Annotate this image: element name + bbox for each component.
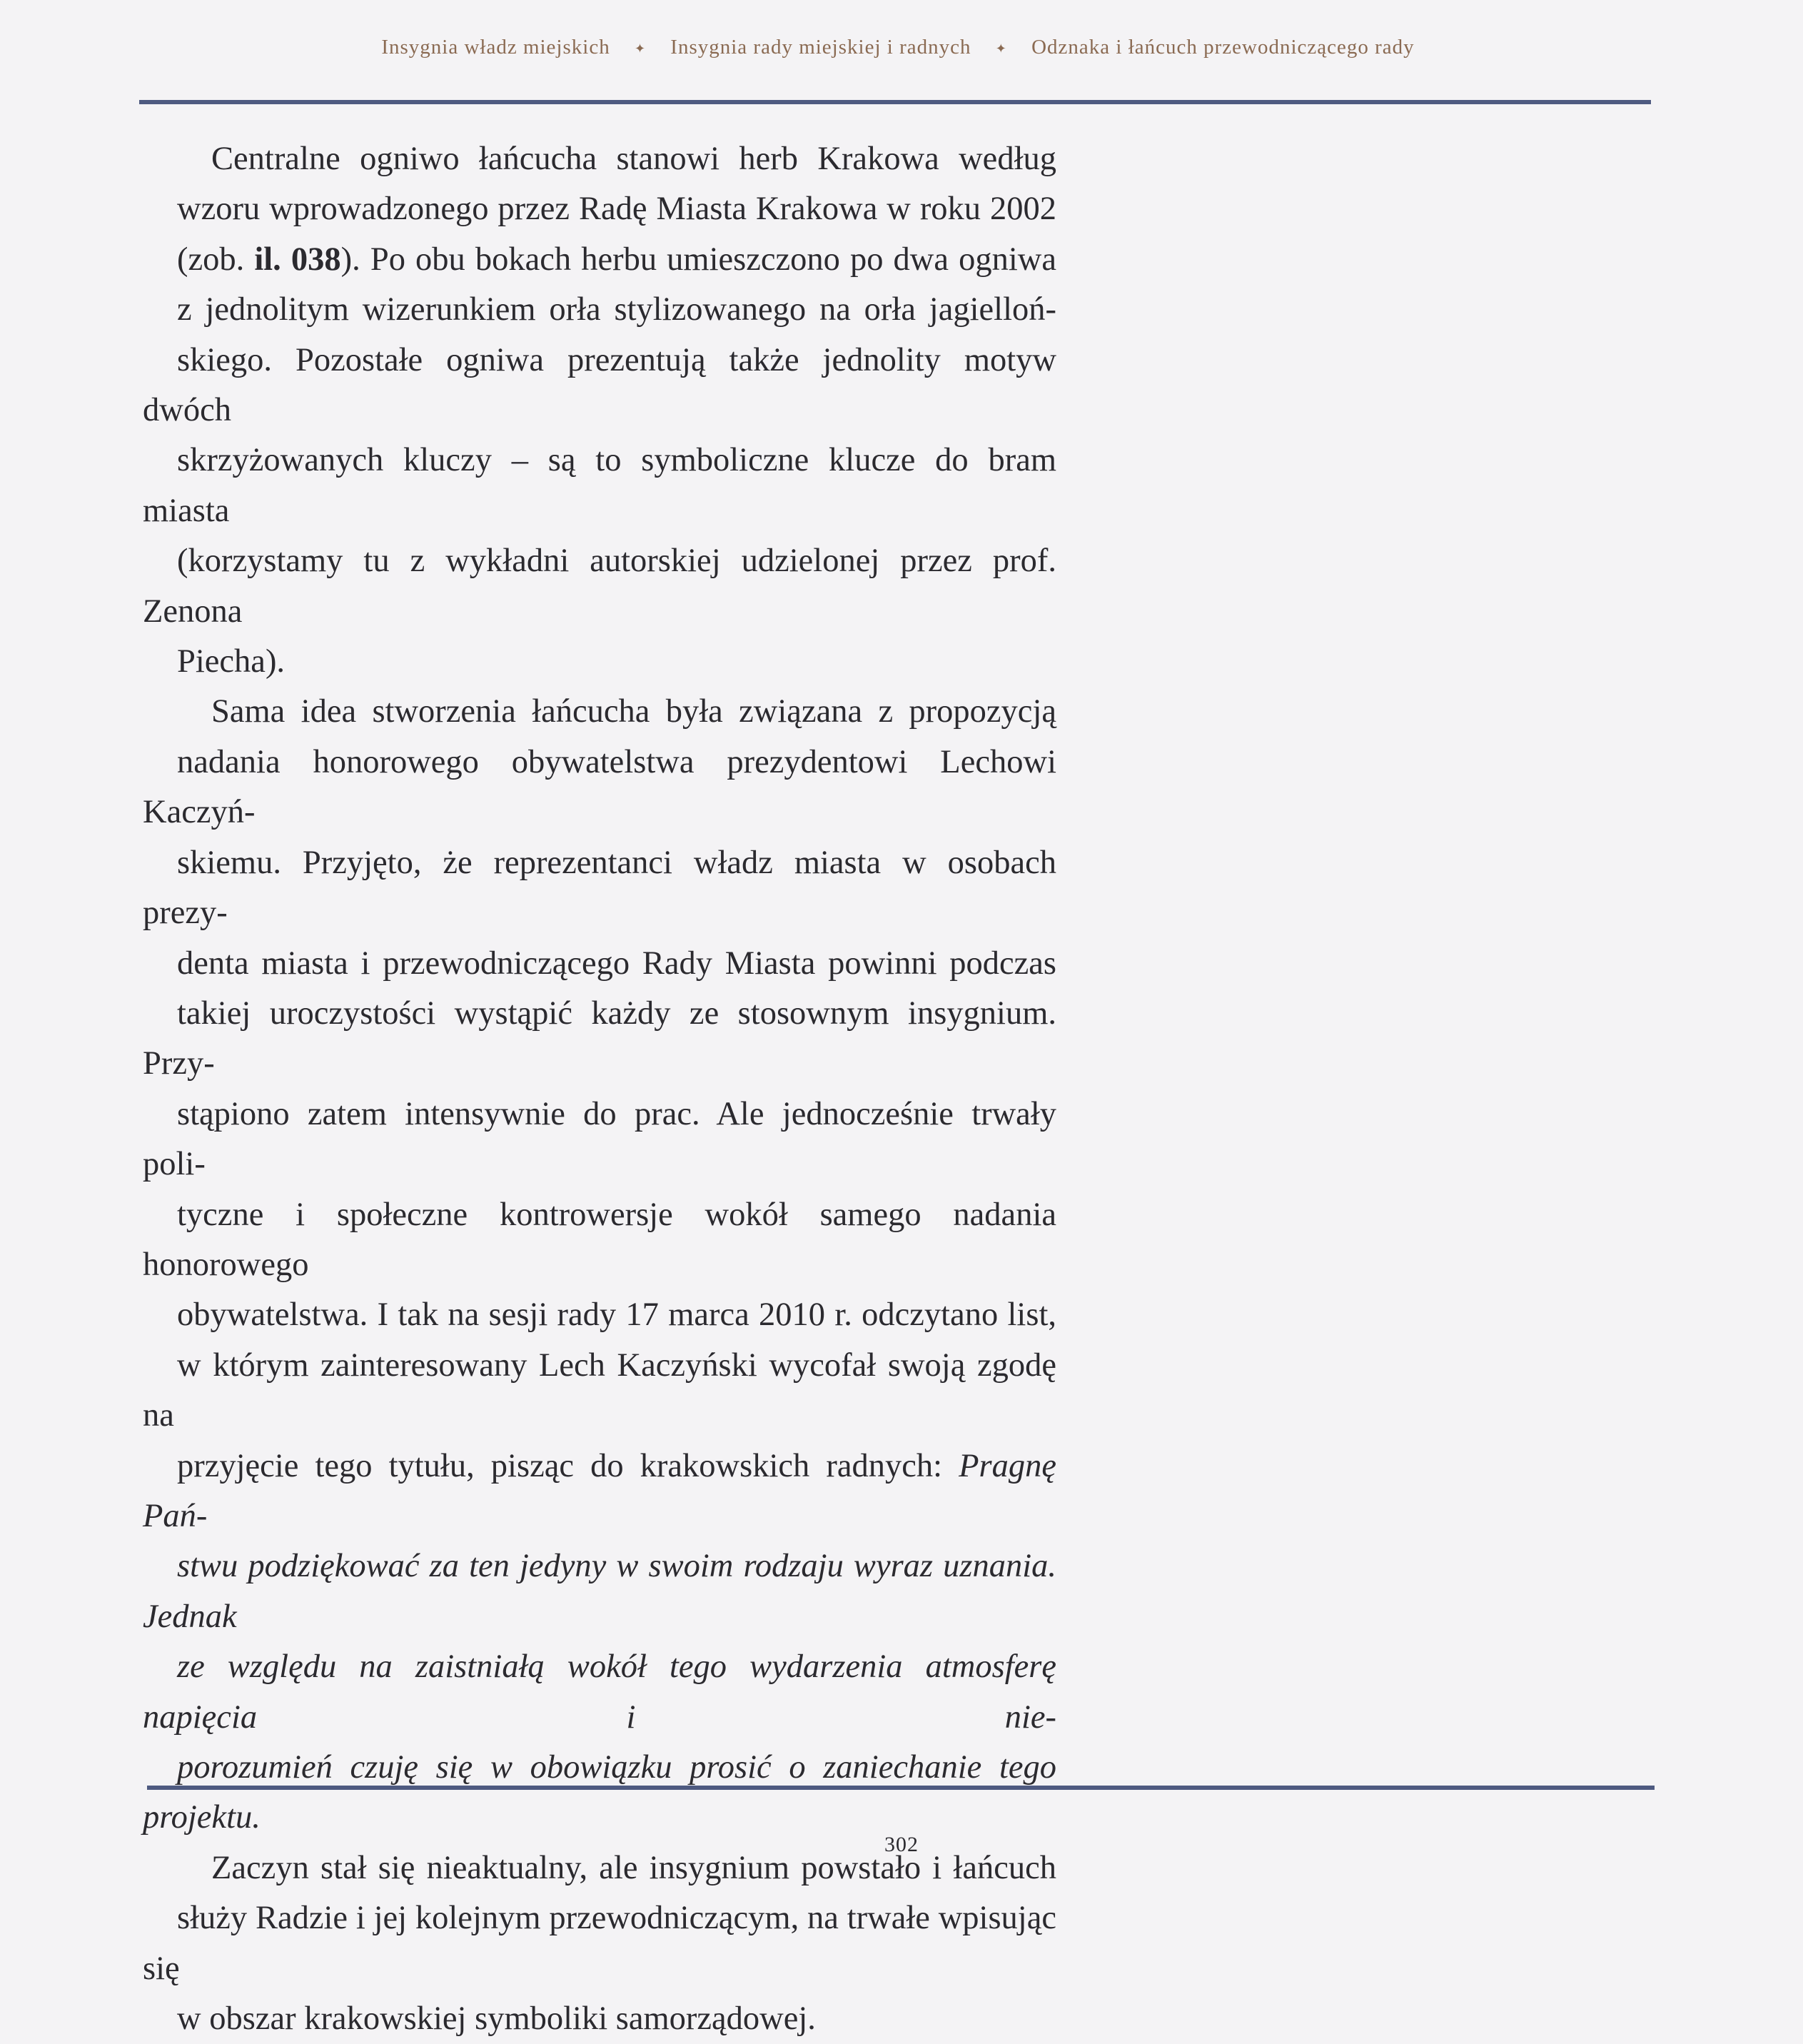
paragraph-2 xyxy=(143,687,1056,1843)
running-header xyxy=(143,36,1653,70)
quote-line: stwu podziękować za ten jedyny w swoim rodzaju wyraz uznania. Jednak xyxy=(143,1548,1056,1635)
text-line: takiej uroczystości wystąpić każdy ze stosownym insygnium. Przy- xyxy=(143,995,1056,1082)
text-line: denta miasta i przewodniczącego Rady Miasta powinni podczas xyxy=(177,945,1056,982)
text-line: w obszar krakowskiej symboliki samorządowej. xyxy=(177,2000,816,2038)
text-line: stąpiono zatem intensywnie do prac. Ale jednocześnie trwały poli- xyxy=(143,1095,1056,1183)
text-run: przyjęcie tego tytułu, pisząc do krakowskich radnych: xyxy=(177,1447,959,1484)
text-run: ). Po obu bokach herbu umieszczono po dwa ogniwa xyxy=(340,241,1056,278)
text-line xyxy=(143,1441,1056,1542)
text-line: Centralne ogniwo łańcucha stanowi herb Krakowa według xyxy=(211,141,1056,177)
quote-line: ze względu na zaistniałą wokół tego wydarzenia atmosferę napięcia i nie- xyxy=(143,1648,1056,1736)
text-line: tyczne i społeczne kontrowersje wokół samego nadania honorowego xyxy=(143,1196,1056,1283)
illustration-reference: il. 038 xyxy=(254,241,341,278)
header-rule xyxy=(139,100,1651,104)
text-line: służy Radzie i jej kolejnym przewodniczącym, na trwałe wpisując się xyxy=(143,1900,1056,1987)
text-line xyxy=(143,235,1056,285)
footer-rule xyxy=(147,1786,1655,1790)
paragraph-1 xyxy=(143,134,1056,687)
text-line: skiego. Pozostałe ogniwa prezentują także jednolity motyw dwóch xyxy=(143,341,1056,429)
text-line: Piecha). xyxy=(177,643,286,680)
quote-line: porozumień czuję się w obowiązku prosić o zaniechanie tego projektu. xyxy=(143,1749,1056,1836)
page-number: 302 xyxy=(884,1833,919,1856)
text-line: obywatelstwa. I tak na sesji rady 17 marca 2010 r. odczytano list, xyxy=(177,1297,1056,1334)
header-crumb-subsection: Insygnia rady miejskiej i radnych xyxy=(670,36,971,59)
paragraph-3 xyxy=(143,1843,1056,2044)
text-line: Zaczyn stał się nieaktualny, ale insygnium powstało i łańcuch xyxy=(211,1849,1056,1886)
text-line: wzoru wprowadzonego przez Radę Miasta Krakowa w roku 2002 xyxy=(177,191,1056,228)
text-line: nadania honorowego obywatelstwa prezydentowi Lechowi Kaczyń- xyxy=(143,743,1056,831)
header-crumb-chapter: Odznaka i łańcuch przewodniczącego rady xyxy=(1031,36,1415,59)
header-separator-icon: ✦ xyxy=(634,41,647,56)
quote-run: Pragnę Pań- xyxy=(143,1447,1056,1534)
text-run: (zob. xyxy=(177,241,255,278)
text-line: skrzyżowanych kluczy – są to symboliczne klucze do bram miasta xyxy=(143,442,1056,529)
text-line: w którym zainteresowany Lech Kaczyński wycofał swoją zgodę na xyxy=(143,1346,1056,1434)
text-line: skiemu. Przyjęto, że reprezentanci władz miasta w osobach prezy- xyxy=(143,844,1056,932)
body-text xyxy=(143,134,1056,2044)
header-crumb-section: Insygnia władz miejskich xyxy=(381,36,610,59)
text-line: (korzystamy tu z wykładni autorskiej udzielonej przez prof. Zenona xyxy=(143,543,1056,630)
header-separator-icon: ✦ xyxy=(995,41,1007,56)
text-line: Sama idea stworzenia łańcucha była związana z propozycją xyxy=(211,693,1056,730)
text-line: z jednolitym wizerunkiem orła stylizowanego na orła jagielloń- xyxy=(177,291,1056,328)
